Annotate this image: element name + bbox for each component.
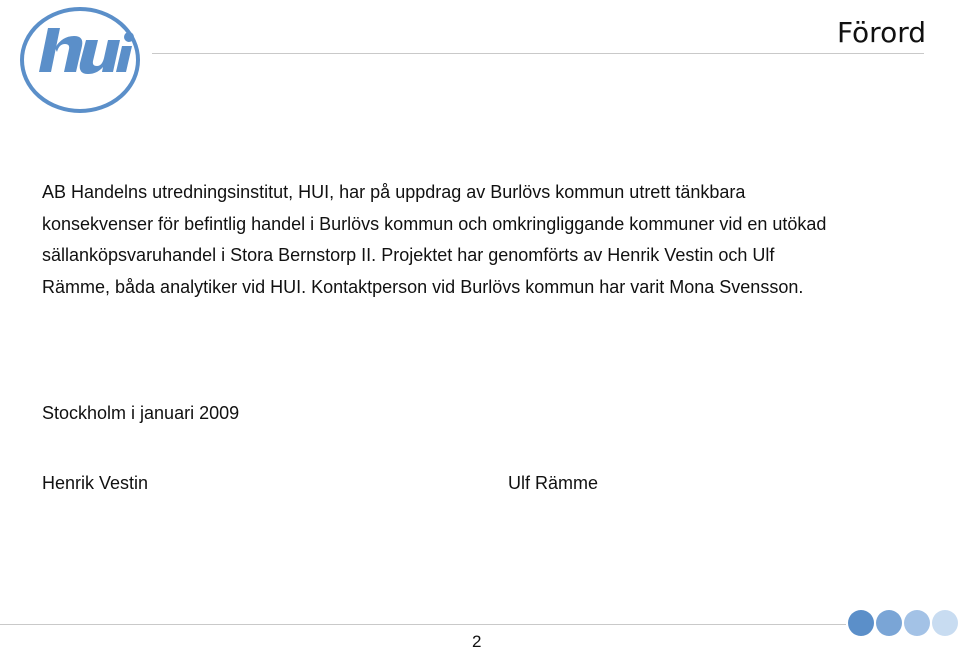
footer-divider xyxy=(0,624,846,625)
header-divider xyxy=(152,53,924,54)
signature-henrik-vestin: Henrik Vestin xyxy=(42,473,149,493)
footer-dot xyxy=(932,610,958,636)
signature-ulf-ramme: Ulf Rämme xyxy=(508,473,599,493)
footer-dots-decoration xyxy=(846,610,960,638)
page-title: Förord xyxy=(836,16,926,49)
footer-dot xyxy=(904,610,930,636)
body-text xyxy=(42,177,832,303)
intro-paragraph: AB Handelns utredningsinstitut, HUI, har på uppdrag av Burlövs kommun utrett tänkbara konsekvenser för befintlig handel i Burlövs kommun och omkringliggande kommuner vid en utökad sällanköpsvaruhandel i Stora Bernstorp II. Projektet har genomförts av Henrik Vestin och Ulf Rämme, båda analytiker vid HUI. Kontaktperson vid Burlövs kommun har varit Mona Svensson. xyxy=(42,182,827,297)
hui-logo-icon xyxy=(18,6,142,114)
footer-dot xyxy=(848,610,874,636)
footer-dot xyxy=(876,610,902,636)
place-date: Stockholm i januari 2009 xyxy=(42,403,240,423)
page-number: 2 xyxy=(472,632,482,651)
